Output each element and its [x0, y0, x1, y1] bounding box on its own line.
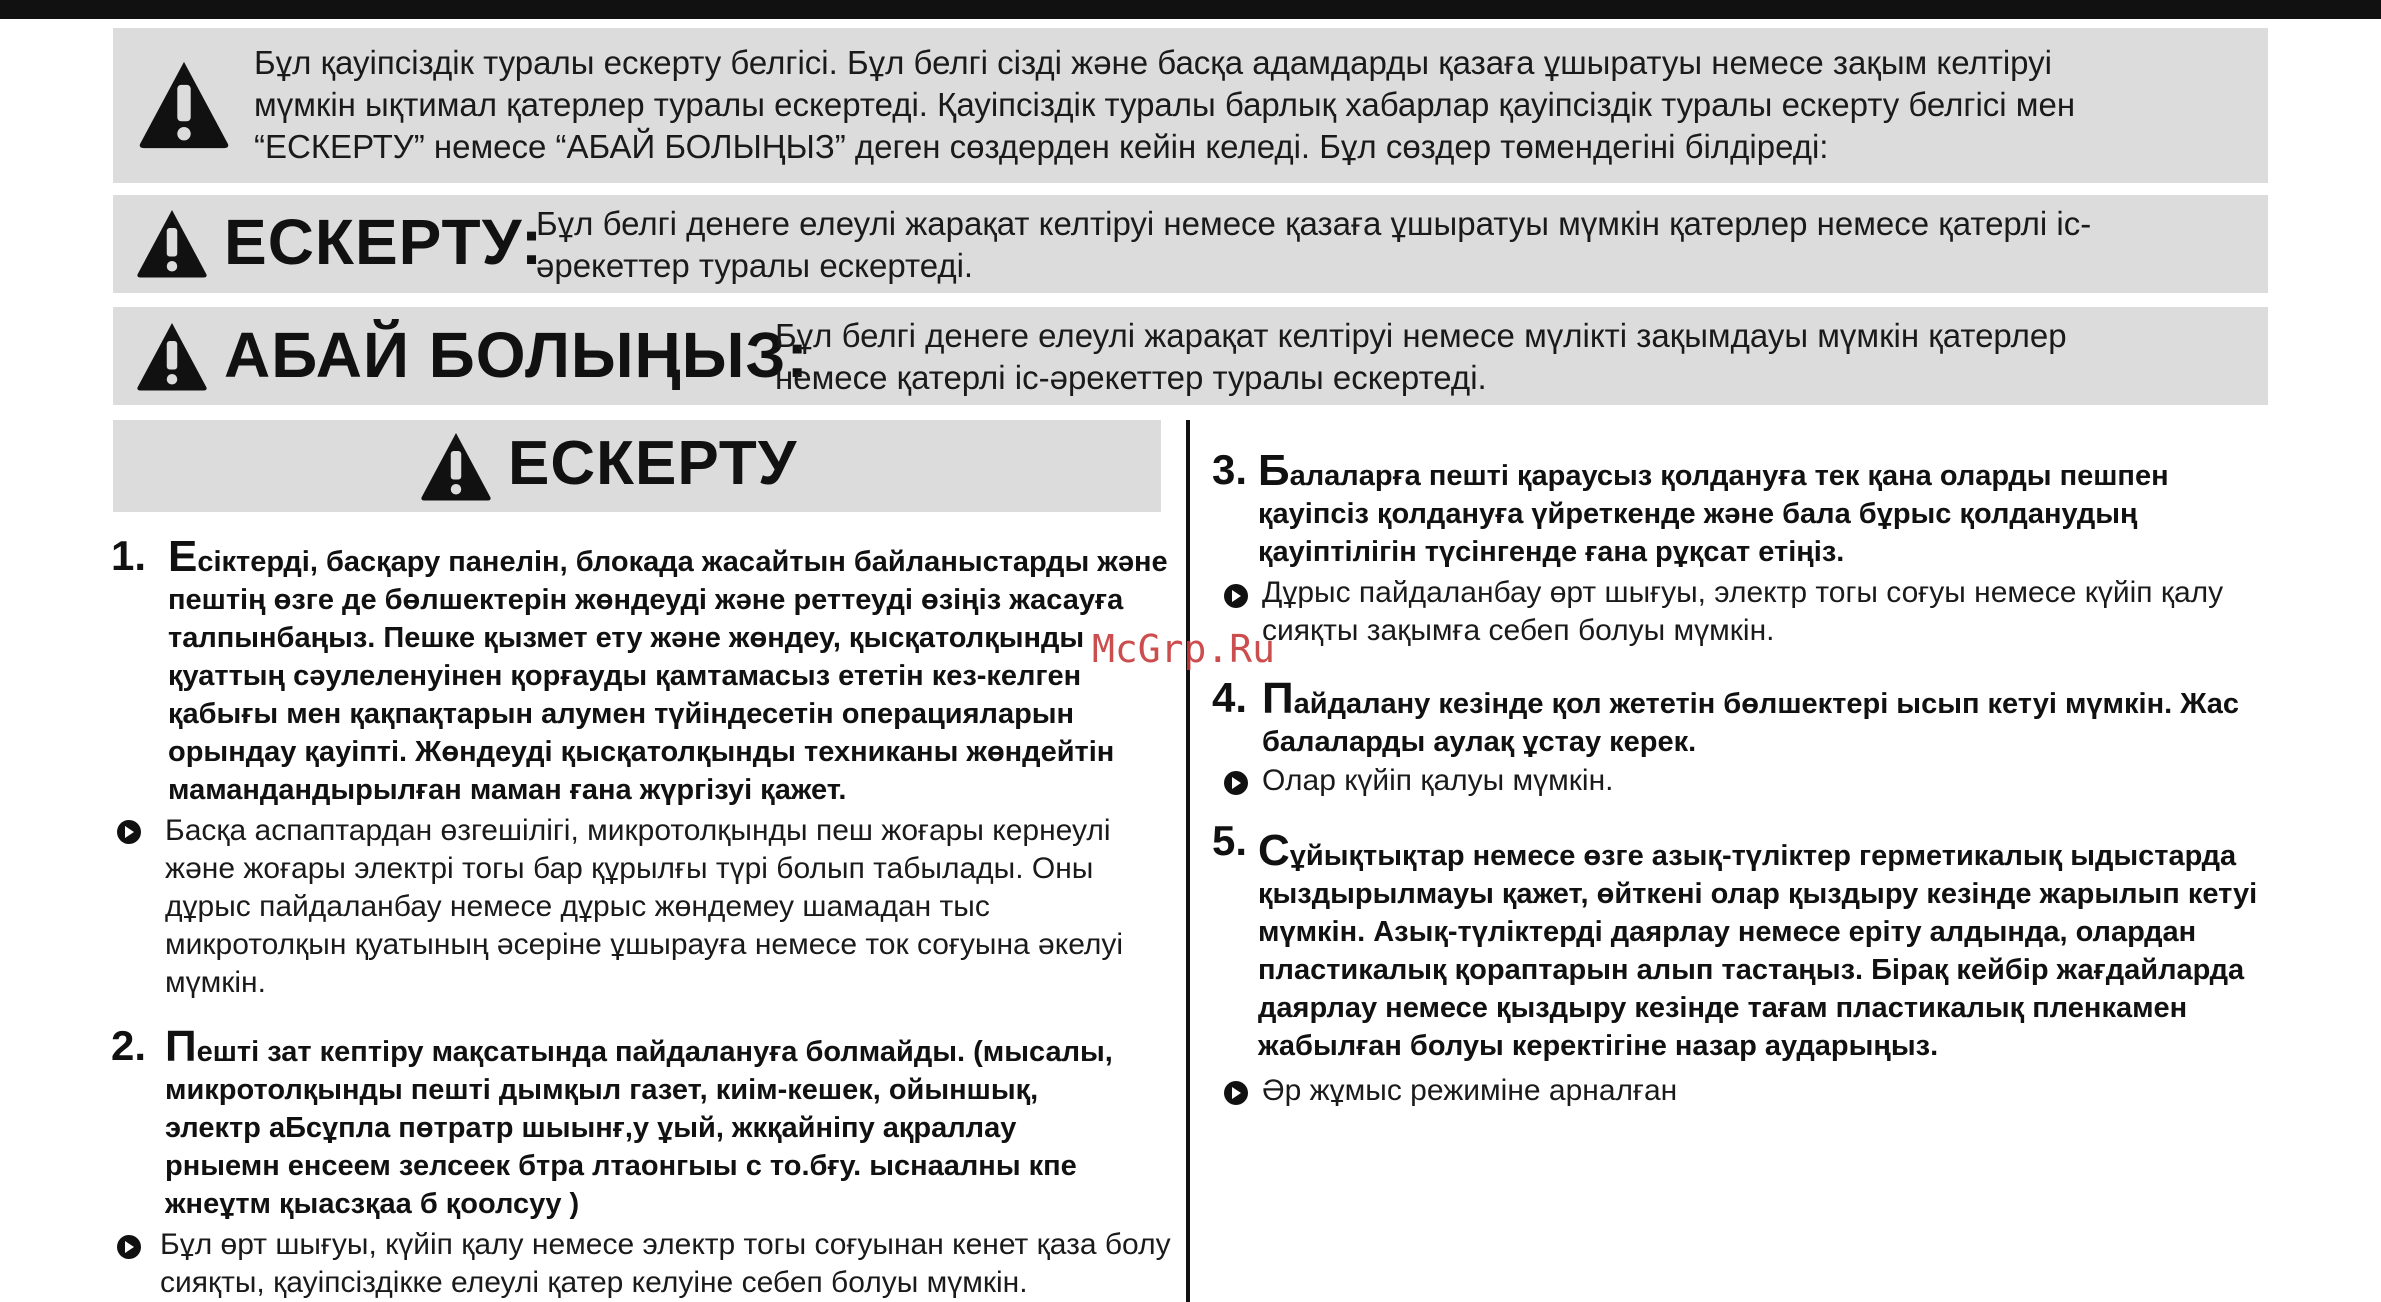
item-number: 3.: [1212, 446, 1248, 493]
watermark: McGrp.Ru: [1092, 627, 1276, 671]
item-text: ұйықтықтар немесе өзге азық-түліктер герметикалық ыдыстарда қыздырылмауы қажет, өйткені олар қыздыру кезінде жарылып кетуі мүмкін. Азық-түліктерді даярлау немесе еріту алдында, олардан пластикалық қораптарын алып тастаңыз. Бірақ кейбір жағдайларда даярлау немесе қыздыру кезінде тағам пластикалық пленкамен жабылған болуы керектігіне назар аударыңыз.: [1258, 840, 2258, 1062]
item-note: Бұл өрт шығуы, күйіп қалу немесе электр тогы соғуынан кенет қаза болу сияқты, қауіпсіздікке елеулі қатер келуіне себеп болуы мүмкін.: [160, 1228, 1171, 1299]
caution-text: Бұл белгі денеге елеулі жарақат келтіруі немесе мүлікті зақымдауы мүмкін қатерлер немесе қатерлі іс-әрекеттер туралы ескертеді.: [775, 317, 2067, 396]
intro-text: Бұл қауіпсіздік туралы ескерту белгісі. Бұл белгі сізді және басқа адамдарды қазаға ұшыратуы немесе зақым келтіруі мүмкін ықтимал қатерлер туралы ескертеді. Қауіпсіздік туралы барлық хабарлар қауіпсіздік туралы ескерту белгісі мен “ЕСКЕРТУ” немесе “АБАЙ БОЛЫҢЫЗ” деген сөздерден кейін келеді. Бұл сөздер төмендегіні білдіреді:: [254, 44, 2076, 165]
warning-label: ЕСКЕРТУ:: [224, 206, 544, 278]
item-bold-text: [1258, 826, 2338, 1065]
item-number: 4.: [1212, 674, 1248, 721]
warning-text: Бұл белгі денеге елеулі жарақат келтіруі немесе қазаға ұшыратуы мүмкін қатерлер немесе қатерлі іс-әрекеттер туралы ескертеді.: [536, 205, 2092, 284]
arrow-circle-icon: [1223, 1080, 1249, 1106]
arrow-circle-icon: [1223, 583, 1249, 609]
item-first-letter: Е: [168, 532, 198, 581]
item-first-letter: П: [1262, 674, 1294, 723]
warning-triangle-icon: [418, 430, 494, 502]
item-note: Олар күйіп қалуы мүмкін.: [1262, 764, 1614, 797]
item-first-letter: Б: [1258, 446, 1290, 495]
item-first-letter: С: [1258, 826, 1290, 875]
item-text: сіктерді, басқару панелін, блокада жасайтын байланыстарды және пештің өзге де бөлшектерін жөндеуді және реттеуді өзіңіз жасауға талпынбаңыз. Пешке қызмет ету және жөндеу, қысқатолқынды қуаттың сәулеленуінен қорғауды қамтамасыз ететін кез-келген қабығы мен қақпақтарын алумен түйіндесетін операцияларын орындау қауіпті. Жөндеуді қысқатолқынды техниканы жөндейтін мамандандырылған маман ғана жүргізуі қажет.: [168, 546, 1168, 806]
item-note: Басқа аспаптардан өзгешілігі, микротолқынды пеш жоғары кернеулі және жоғары электрі тогы бар құрылғы түрі болып табылады. Оны дұрыс пайдаланбау немесе дұрыс жөндемеу шамадан тыс микротолқын қуатының әсеріне ұшырауға немесе ток соғуына әкелуі мүмкін.: [165, 814, 1124, 999]
arrow-circle-icon: [116, 819, 142, 845]
item-bold-text: [1258, 446, 2258, 571]
column-divider: [1186, 420, 1190, 1302]
item-bold-text: [165, 1022, 1125, 1223]
warning-triangle-icon: [134, 207, 210, 279]
caution-label: АБАЙ БОЛЫҢЫЗ:: [224, 319, 809, 391]
item-number: 1.: [111, 532, 147, 579]
top-bar: [0, 0, 2381, 19]
item-text: айдалану кезінде қол жететін бөлшектері ысып кетуі мүмкін. Жас балаларды аулақ ұстау керек.: [1262, 688, 2240, 758]
item-text: ешті зат кептіру мақсатында пайдалануға болмайды. (мысалы, микротолқынды пешті дымқыл газет, киім-кешек, ойыншық, электр аБсұпла пөтратр шыынғ,у ұый, жкқайніпу ақраллау рныемн енсеем зелсеек бтра лтаонгыы с то.бғу. ыснаалны кпе жнеұтм қыасзқаа б қоолсуу ): [165, 1036, 1113, 1220]
item-note: Әр жұмыс режиміне арналған: [1262, 1074, 1678, 1107]
warning-triangle-icon: [134, 320, 210, 392]
item-number: 5.: [1212, 817, 1248, 864]
arrow-circle-icon: [116, 1234, 142, 1260]
item-text: алаларға пешті қараусыз қолдануға тек қана оларды пешпен қауіпсіз қолдануға үйреткенде және бала бұрыс қолданудың қауіптілігін түсінгенде ғана рұқсат етіңіз.: [1258, 460, 2169, 568]
item-note: Дұрыс пайдаланбау өрт шығуы, электр тогы соғуы немесе күйіп қалу сияқты зақымға себеп болуы мүмкін.: [1262, 576, 2224, 647]
item-first-letter: П: [165, 1022, 197, 1071]
arrow-circle-icon: [1223, 770, 1249, 796]
item-bold-text: [168, 532, 1178, 809]
item-bold-text: [1262, 674, 2262, 761]
section-title: ЕСКЕРТУ: [508, 429, 798, 498]
item-number: 2.: [111, 1022, 147, 1069]
warning-triangle-icon: [136, 58, 232, 150]
